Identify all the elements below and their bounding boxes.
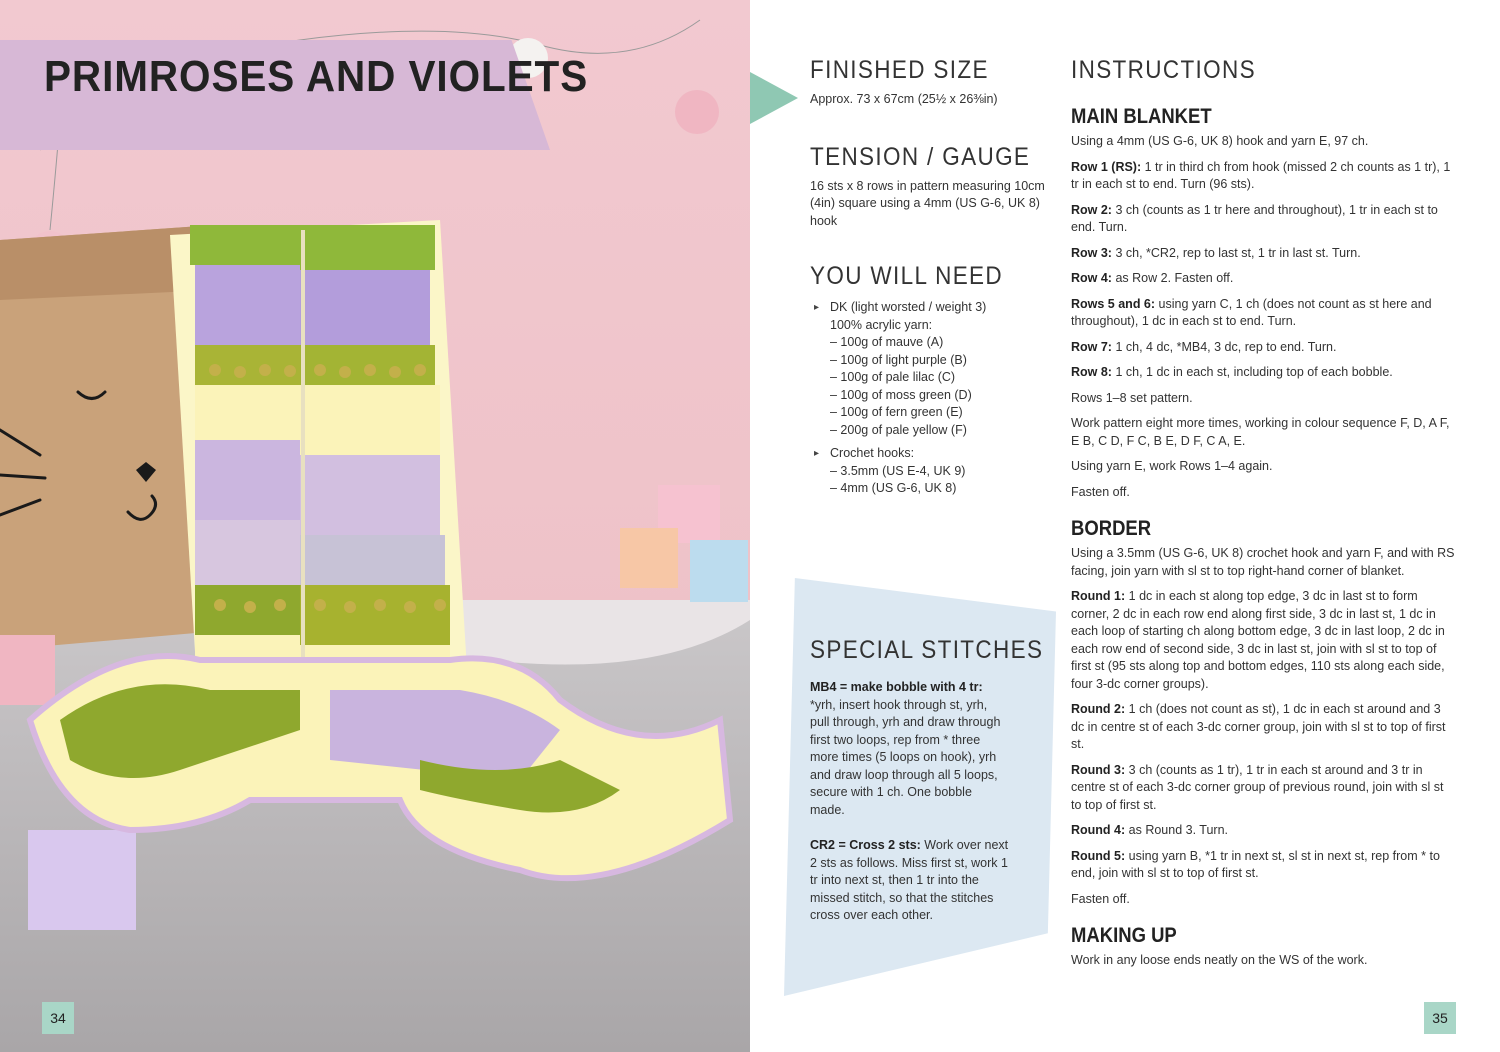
yarn-list	[830, 334, 1045, 439]
page-number-right: 35	[1424, 1002, 1456, 1034]
instructions-heading: INSTRUCTIONS	[1071, 56, 1256, 84]
row-text: 1 ch, 1 dc in each st, including top of each bobble.	[1115, 365, 1393, 379]
round-label: Round 4:	[1071, 823, 1126, 837]
materials-list	[810, 299, 1045, 498]
row-text: 3 ch (counts as 1 tr here and throughout), 1 tr in each st to end. Turn.	[1071, 202, 1438, 234]
round-text: 1 ch (does not count as st), 1 dc in each st around and 3 dc in centre st of each 3-dc corner group, join with sl st to top of first st.	[1071, 702, 1446, 751]
row-instruction	[1071, 364, 1456, 382]
row-instruction	[1071, 339, 1456, 357]
page-number-left: 34	[42, 1002, 74, 1034]
row-label: Row 7:	[1071, 339, 1112, 354]
round-instruction	[1071, 822, 1456, 840]
mb4-text: *yrh, insert hook through st, yrh, pull through, yrh and draw through first two loops, rep from * three more times (5 loops on hook), yrh and draw loop through all 5 loops, secure with 1 ch. One bobble made.	[810, 697, 1001, 817]
round-text: 3 ch (counts as 1 tr), 1 tr in each st around and 3 tr in centre st of each 3-dc corner group of previous round, join with sl st to top of first st.	[1071, 762, 1444, 812]
hooks-intro: ▸ Crochet hooks:	[830, 446, 915, 460]
materials-hooks-item	[810, 445, 1045, 498]
yarn-item: – 200g of pale yellow (F)	[830, 422, 967, 437]
page-title: PRIMROSES AND VIOLETS	[44, 52, 589, 101]
tension-text: 16 sts x 8 rows in pattern measuring 10cm (4in) square using a 4mm (US G-6, UK 8) hook	[810, 178, 1045, 228]
row-text: as Row 2. Fasten off.	[1115, 271, 1234, 285]
row-instruction	[1071, 159, 1456, 194]
row-label: Row 8:	[1071, 365, 1112, 379]
yarn-item: – 100g of fern green (E)	[830, 405, 963, 419]
materials-yarn-item	[810, 299, 1045, 439]
hook-item: – 3.5mm (US E-4, UK 9)	[830, 463, 966, 478]
cr2-label: CR2 = Cross 2 sts:	[810, 838, 921, 852]
yarn-item: – 100g of light purple (B)	[830, 352, 967, 367]
pattern-note: Rows 1–8 set pattern.	[1071, 390, 1193, 405]
hooks-list	[830, 463, 1045, 498]
round-instruction	[1071, 588, 1456, 693]
row-text: 1 tr in third ch from hook (missed 2 ch counts as 1 tr), 1 tr in each st to end. Turn (96 sts).	[1071, 159, 1451, 191]
round-label: Round 5:	[1071, 848, 1126, 863]
finished-size-text: Approx. 73 x 67cm (25½ x 26⅜in)	[810, 92, 998, 106]
cr2-text: Work over next 2 sts as follows. Miss first st, work 1 tr into next st, then 1 tr into the missed stitch, so that the stitches cross over each other.	[810, 838, 1009, 922]
row-text: 1 ch, 4 dc, *MB4, 3 dc, rep to end. Turn.	[1115, 339, 1337, 354]
round-label: Round 1:	[1071, 589, 1126, 603]
round-instruction	[1071, 762, 1456, 815]
yarn-intro: ▸ DK (light worsted / weight 3)	[830, 300, 987, 314]
details-column	[810, 56, 1045, 504]
special-stitches-section	[810, 636, 1044, 925]
border-intro: Using a 3.5mm (US G-6, UK 8) crochet hook and yarn F, and with RS facing, join yarn with sl st to top right-hand corner of blanket.	[1071, 546, 1455, 578]
hook-item: – 4mm (US G-6, UK 8)	[830, 481, 957, 495]
border-heading: BORDER	[1071, 517, 1152, 540]
row-instruction	[1071, 270, 1456, 288]
round-text: as Round 3. Turn.	[1128, 823, 1229, 837]
row-label: Row 1 (RS):	[1071, 159, 1142, 174]
yarn-type: 100% acrylic yarn:	[830, 317, 933, 332]
row-label: Row 4:	[1071, 271, 1112, 285]
making-up-heading: MAKING UP	[1071, 924, 1177, 947]
yarn-item: – 100g of moss green (D)	[830, 387, 972, 402]
mb4-description	[810, 679, 1010, 819]
row-instruction	[1071, 296, 1456, 331]
round-label: Round 2:	[1071, 702, 1126, 716]
row-label: Rows 5 and 6:	[1071, 296, 1156, 311]
pattern-note: Using yarn E, work Rows 1–4 again.	[1071, 459, 1273, 473]
cr2-description	[810, 837, 1010, 925]
row-instruction	[1071, 245, 1456, 263]
round-instruction	[1071, 848, 1456, 883]
round-text: using yarn B, *1 tr in next st, sl st in next st, rep from * to end, join with sl st to top of first st.	[1071, 848, 1440, 880]
tension-heading: TENSION / GAUGE	[810, 142, 1031, 171]
you-will-need-heading: YOU WILL NEED	[810, 262, 1004, 290]
round-instruction	[1071, 701, 1456, 754]
main-blanket-intro: Using a 4mm (US G-6, UK 8) hook and yarn E, 97 ch.	[1071, 134, 1369, 148]
instructions-column	[1071, 56, 1456, 970]
row-label: Row 3:	[1071, 245, 1112, 260]
border-end: Fasten off.	[1071, 891, 1130, 906]
main-blanket-heading: MAIN BLANKET	[1071, 105, 1212, 128]
arrow-pointer-icon	[750, 72, 798, 124]
row-instruction	[1071, 202, 1456, 237]
row-label: Row 2:	[1071, 202, 1112, 217]
special-stitches-heading: SPECIAL STITCHES	[810, 636, 1044, 664]
round-label: Round 3:	[1071, 762, 1126, 777]
row-text: 3 ch, *CR2, rep to last st, 1 tr in last st. Turn.	[1115, 245, 1361, 260]
row-text: using yarn C, 1 ch (does not count as st here and throughout), 1 dc in each st to end. Turn.	[1071, 296, 1432, 328]
mb4-label: MB4 = make bobble with 4 tr:	[810, 680, 983, 694]
pattern-note: Work pattern eight more times, working in colour sequence F, D, A F, E B, C D, F C, B E, D F, C A, E.	[1071, 416, 1450, 448]
round-text: 1 dc in each st along top edge, 3 dc in last st to form corner, 2 dc in each row end along first side, 3 dc in last st, 1 dc in each loop of starting ch along bottom edge, 3 dc in last loop, 2 dc in each row end of second side, 3 dc in last st, join with sl st to top of first st (95 sts along top and bottom edges, 110 sts along each side, four 3-dc corner groups).	[1071, 589, 1445, 691]
yarn-item: – 100g of mauve (A)	[830, 335, 944, 349]
making-up-text: Work in any loose ends neatly on the WS of the work.	[1071, 953, 1368, 967]
finished-size-heading: FINISHED SIZE	[810, 56, 989, 84]
yarn-item: – 100g of pale lilac (C)	[830, 370, 956, 384]
pattern-note: Fasten off.	[1071, 484, 1130, 499]
